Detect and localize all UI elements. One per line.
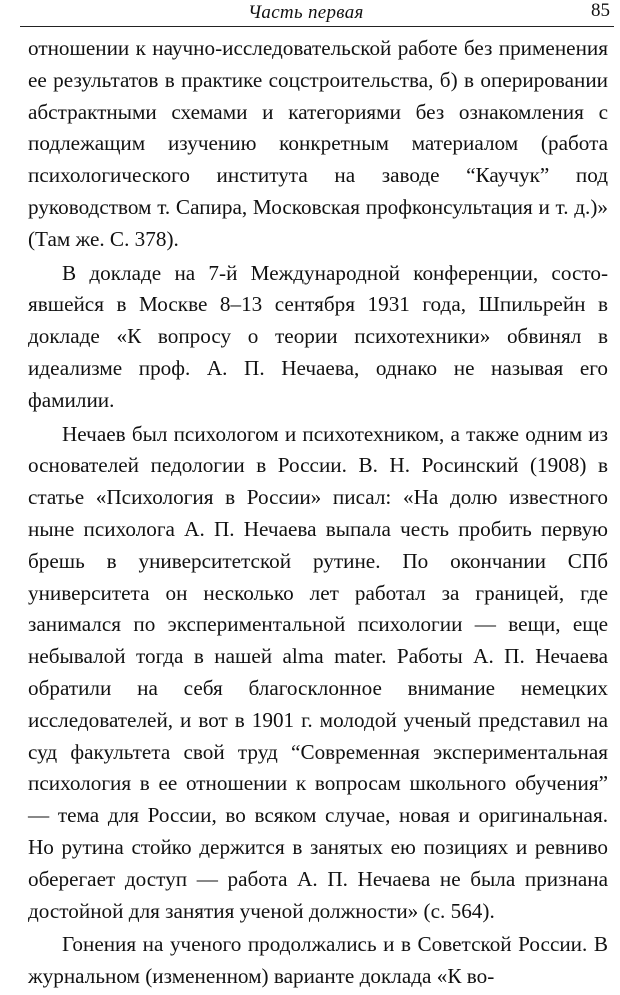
paragraph-nechaev-biography: Нечаев был психологом и психотехником, а также одним из основателей педологии в России. В. Н. Росинский (1908) в статье «Психология в России» писал: «На долю известного ныне психолога А. П. Нечаева выпала честь пробить первую брешь в университетской рутине. По окончании СПб университета он несколько лет работал за границей, где занимался по экспериментальной психологии — вещи, еще небывалой тогда в нашей alma mater. Работы А. П. Нечаева обратили на себя благосклонное внимание немецких исследователей, и вот в 1901 г. молодой ученый представил на суд факультета свой труд “Современная экспериментальная психология в ее отношении к вопросам школьного обучения” — тема для России, во всяком случае, новая и оригинальная. Но рутина стойко держится в занятых ею позициях и ревниво оберегает доступ — работа А. П. Нечаева не была признана достойной для занятия ученой должности» (с. 564). — [28, 421, 608, 923]
running-head — [20, 0, 614, 27]
paragraph-conference-report: В докладе на 7-й Международной конференции, состоявшейся в Москве 8–13 сентября 1931 года, Шпильрейн в докладе «К вопросу о теории психотехники» обвинял в идеализме проф. А. П. Нечаева, однако не называя его фамилии. — [28, 260, 608, 412]
body-text — [28, 33, 608, 995]
page-number: 85 — [591, 0, 610, 21]
paragraph-continuation: отношении к научно-исследовательской работе без применения ее результатов в практике соцстроительства, б) в оперировании абстрактными схемами и категориями без ознакомления с подлежащим изучению конкретным материалом (работа психологического института на заводе “Каучук” под руководством т. Сапира, Московская профконсультация и т. д.)» (Там же. С. 378). — [28, 36, 608, 251]
section-title: Часть первая — [248, 2, 364, 23]
paragraph-persecution: Гонения на ученого продолжались и в Советской России. В журнальном (измененном) варианте доклада «К во- — [28, 932, 608, 989]
